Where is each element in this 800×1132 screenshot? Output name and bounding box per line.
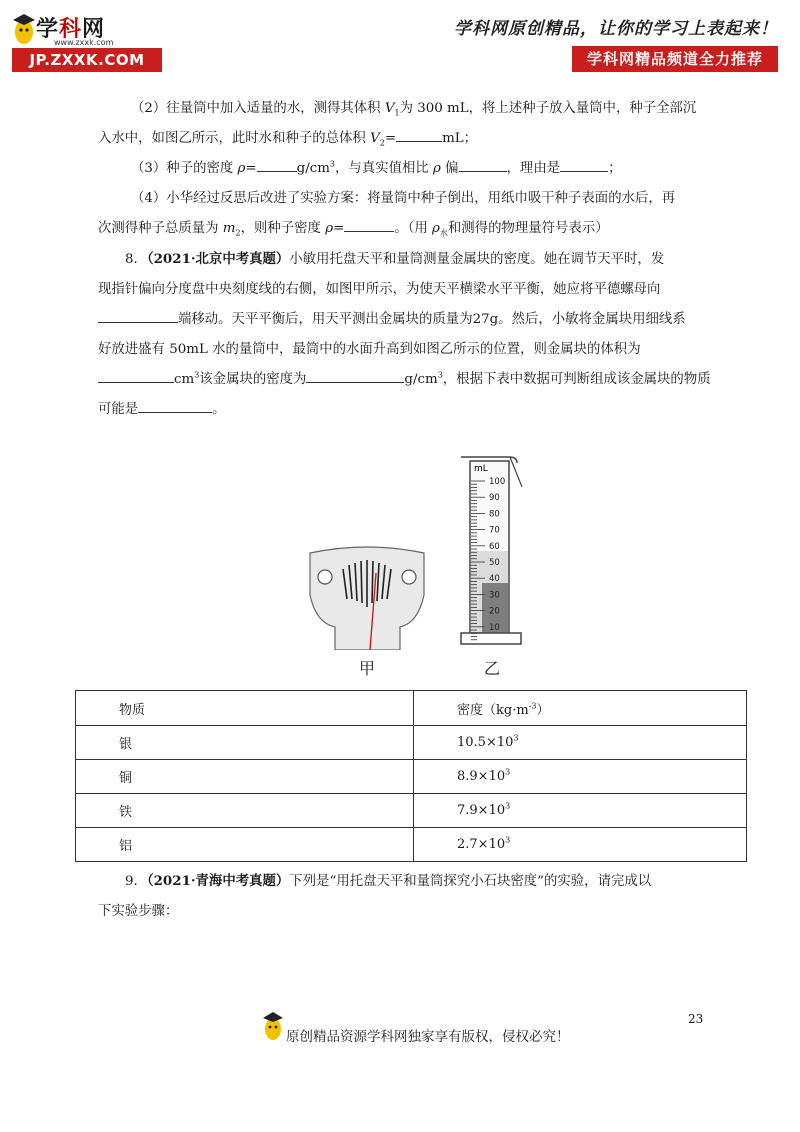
answer-blank[interactable] <box>138 398 212 413</box>
cylinder-tick-label: 70 <box>489 525 500 536</box>
table-cell: $8.9\times 10^3$ <box>414 760 747 794</box>
table-cell: 铁 <box>76 794 414 828</box>
table-header-cell: 物质 <box>76 691 414 726</box>
answer-blank[interactable] <box>98 308 178 323</box>
figure-label-yi: 乙 <box>484 659 501 678</box>
answer-blank[interactable] <box>98 368 174 383</box>
cylinder-tick-label: 60 <box>489 541 500 552</box>
logo-subtitle: www.zxxk.com <box>54 38 114 47</box>
header-slogan: 学科网原创精品，让你的学习上表起来！ <box>454 19 778 39</box>
cylinder-tick-label: 80 <box>489 509 500 520</box>
table-cell: $2.7\times 10^3$ <box>414 828 747 862</box>
cylinder-tick-label: 40 <box>489 574 500 585</box>
graduated-cylinder-figure <box>455 453 535 648</box>
table-cell: $7.9\times 10^3$ <box>414 794 747 828</box>
balance-pointer-figure <box>300 545 435 650</box>
logo-url[interactable]: JP.ZXXK.COM <box>12 48 162 72</box>
table-cell: $10.5\times 10^3$ <box>414 726 747 760</box>
answer-blank[interactable] <box>459 157 507 172</box>
answer-blank[interactable] <box>560 157 608 172</box>
question-9: 9．（2021·青海中考真题）下列是“用托盘天平和量筒探究小石块密度”的实验，请完成以 下实验步骤： <box>98 873 652 919</box>
table-header-row <box>76 691 747 726</box>
table-cell: 铜 <box>76 760 414 794</box>
density-table <box>75 690 747 862</box>
table-header-cell: 密度$(kg\cdot m^{-3})$ <box>414 691 747 726</box>
table-cell: 铝 <box>76 828 414 862</box>
cylinder-tick-label: 10 <box>489 622 500 633</box>
answer-blank[interactable] <box>306 368 404 383</box>
mascot-icon <box>12 12 36 46</box>
cylinder-tick-label: 30 <box>489 590 500 601</box>
cylinder-tick-label: 20 <box>489 606 500 617</box>
figure-label-jia: 甲 <box>359 659 376 678</box>
question-source: （2021·青海中考真题） <box>146 873 290 889</box>
cylinder-tick-label: 50 <box>489 558 500 568</box>
question-8: 8．（2021·北京中考真题）小敏用托盘天平和量筒测量金属块的密度。她在调节天平时，发 现指针偏向分度盘中央刻度线的右侧，如图甲所示，为使天平横梁水平平衡，她应将平德螺母向 端移动。天平平衡后，用天平测出金属块的质量为27g。然后，小敏将金属块用细线系 好放进盛有 50mL 水的量筒中，最筒中的水面升高到如图乙所示的位置，则金属块的体积为 $cm^3$该金属块的密度为 $g/cm^3$，根据下表中数据可判断组成该金属块的物质 可能是 。 <box>98 251 711 417</box>
page-number: 23 <box>688 1012 704 1026</box>
footer-copyright: 原创精品资源学科网独家享有版权，侵权必究！ <box>286 1029 570 1045</box>
table-row <box>76 794 747 828</box>
site-logo <box>12 12 162 74</box>
question-7-part-3: （3）种子的密度 $\rho= g/cm^3$，与真实值相比 ρ 偏 ，理由是 ； <box>98 154 708 184</box>
logo-name: 学科网 <box>36 17 106 42</box>
header-banner: 学科网精品频道全力推荐 <box>572 46 778 72</box>
answer-blank[interactable] <box>257 157 297 172</box>
table-cell: 银 <box>76 726 414 760</box>
answer-blank[interactable] <box>396 127 442 142</box>
question-7-part-2: （2）往量筒中加入适量的水，测得其体积 $V_1$为 300 mL，将上述种子放入量筒中，种子全部沉 入水中，如图乙所示，此时水和种子的总体积 $V_2=$ mL； <box>98 101 697 148</box>
cylinder-tick-label: 90 <box>489 493 500 504</box>
table-row <box>76 726 747 760</box>
table-row <box>76 760 747 794</box>
answer-blank[interactable] <box>344 217 394 232</box>
cylinder-tick-label: 100 <box>489 477 506 487</box>
question-7-part-4: （4）小华经过反思后改进了实验方案：将量筒中种子倒出，用纸巾吸干种子表面的水后，再 次测得种子总质量为 $m_2$，则种子密度 ρ= 。（用 $\rho_水$和测得的物理量符号表示） <box>98 191 676 238</box>
question-source: （2021·北京中考真题） <box>146 251 290 267</box>
mascot-icon <box>262 1010 284 1042</box>
table-row <box>76 828 747 862</box>
cylinder-unit: mL <box>474 464 488 474</box>
